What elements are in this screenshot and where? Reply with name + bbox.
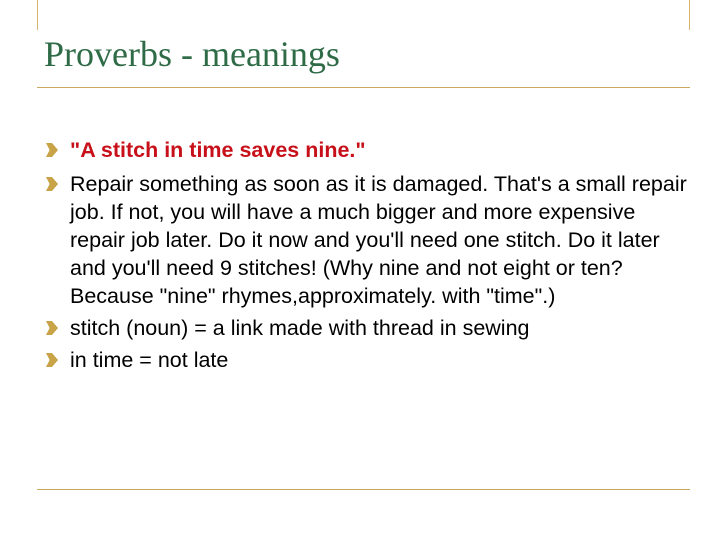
footer-divider <box>37 489 690 490</box>
stitch-definition-text: stitch (noun) = a link made with thread in sewing <box>70 316 530 340</box>
arrow-bullet-icon <box>46 177 58 191</box>
title-divider <box>37 87 690 88</box>
bullet-item-in-time-definition <box>44 346 694 374</box>
arrow-bullet-icon <box>46 353 58 367</box>
slide-title: Proverbs - meanings <box>44 34 340 74</box>
bullet-item-meaning <box>44 170 694 310</box>
decorative-vertical-line-right <box>689 0 690 30</box>
arrow-bullet-icon <box>46 143 58 157</box>
decorative-vertical-line-left <box>37 0 38 30</box>
bullet-item-proverb <box>44 136 694 164</box>
bullet-list <box>44 136 694 378</box>
arrow-bullet-icon <box>46 321 58 335</box>
proverb-text: "A stitch in time saves nine." <box>70 138 366 162</box>
in-time-definition-text: in time = not late <box>70 348 229 372</box>
meaning-text: Repair something as soon as it is damaged. That's a small repair job. If not, you will have a much bigger and more expensive repair job later. Do it now and you'll need one stitch. Do it later and you'll need 9 stitches! (Why nine and not eight or ten? Because "nine" rhymes,approximately. with "time".) <box>70 172 687 308</box>
bullet-item-stitch-definition <box>44 314 694 342</box>
